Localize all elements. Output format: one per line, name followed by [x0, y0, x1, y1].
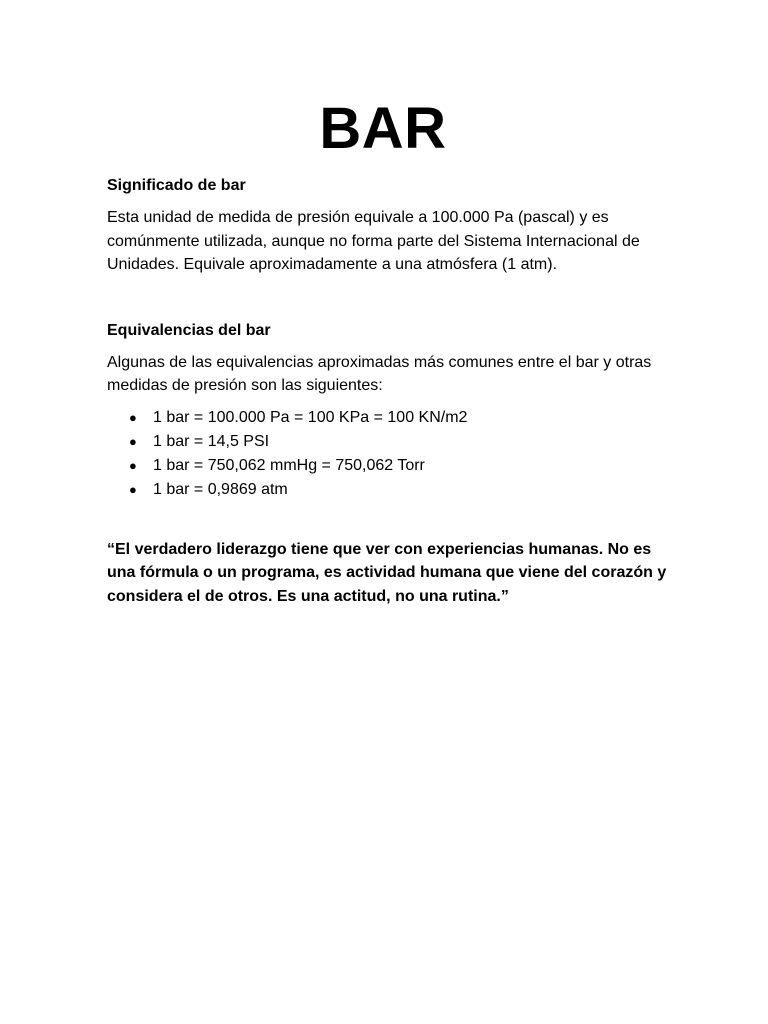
- list-item: [107, 406, 688, 430]
- document-title: BAR: [319, 96, 447, 161]
- section-paragraph-significado: Esta unidad de medida de presión equivale a 100.000 Pa (pascal) y es comúnmente utilizada, aunque no forma parte del Sistema Internacional de Unidades. Equivale aproximadamente a una atmósfera (1 atm).: [107, 209, 640, 273]
- leadership-quote: “El verdadero liderazgo tiene que ver con experiencias humanas. No es una fórmula o un programa, es actividad humana que viene del corazón y considera el de otros. Es una actitud, no una rutina.”: [107, 540, 667, 605]
- equivalences-list: [107, 406, 688, 502]
- bullet-icon: ●: [129, 433, 137, 449]
- list-item: [107, 478, 688, 502]
- list-item-text: 1 bar = 14,5 PSI: [153, 432, 270, 450]
- section-heading-significado: Significado de bar: [107, 177, 246, 194]
- list-item: [107, 430, 688, 454]
- list-item-text: 1 bar = 100.000 Pa = 100 KPa = 100 KN/m2: [153, 408, 468, 426]
- bullet-icon: ●: [129, 481, 137, 497]
- document-page: [0, 97, 768, 1024]
- list-item-text: 1 bar = 0,9869 atm: [153, 480, 288, 498]
- section-paragraph-equivalencias: Algunas de las equivalencias aproximadas más comunes entre el bar y otras medidas de presión son las siguientes:: [107, 353, 652, 394]
- list-item: [107, 454, 688, 478]
- bullet-icon: ●: [129, 409, 137, 425]
- bullet-icon: ●: [129, 457, 137, 473]
- list-item-text: 1 bar = 750,062 mmHg = 750,062 Torr: [153, 456, 425, 474]
- section-heading-equivalencias: Equivalencias del bar: [107, 321, 271, 339]
